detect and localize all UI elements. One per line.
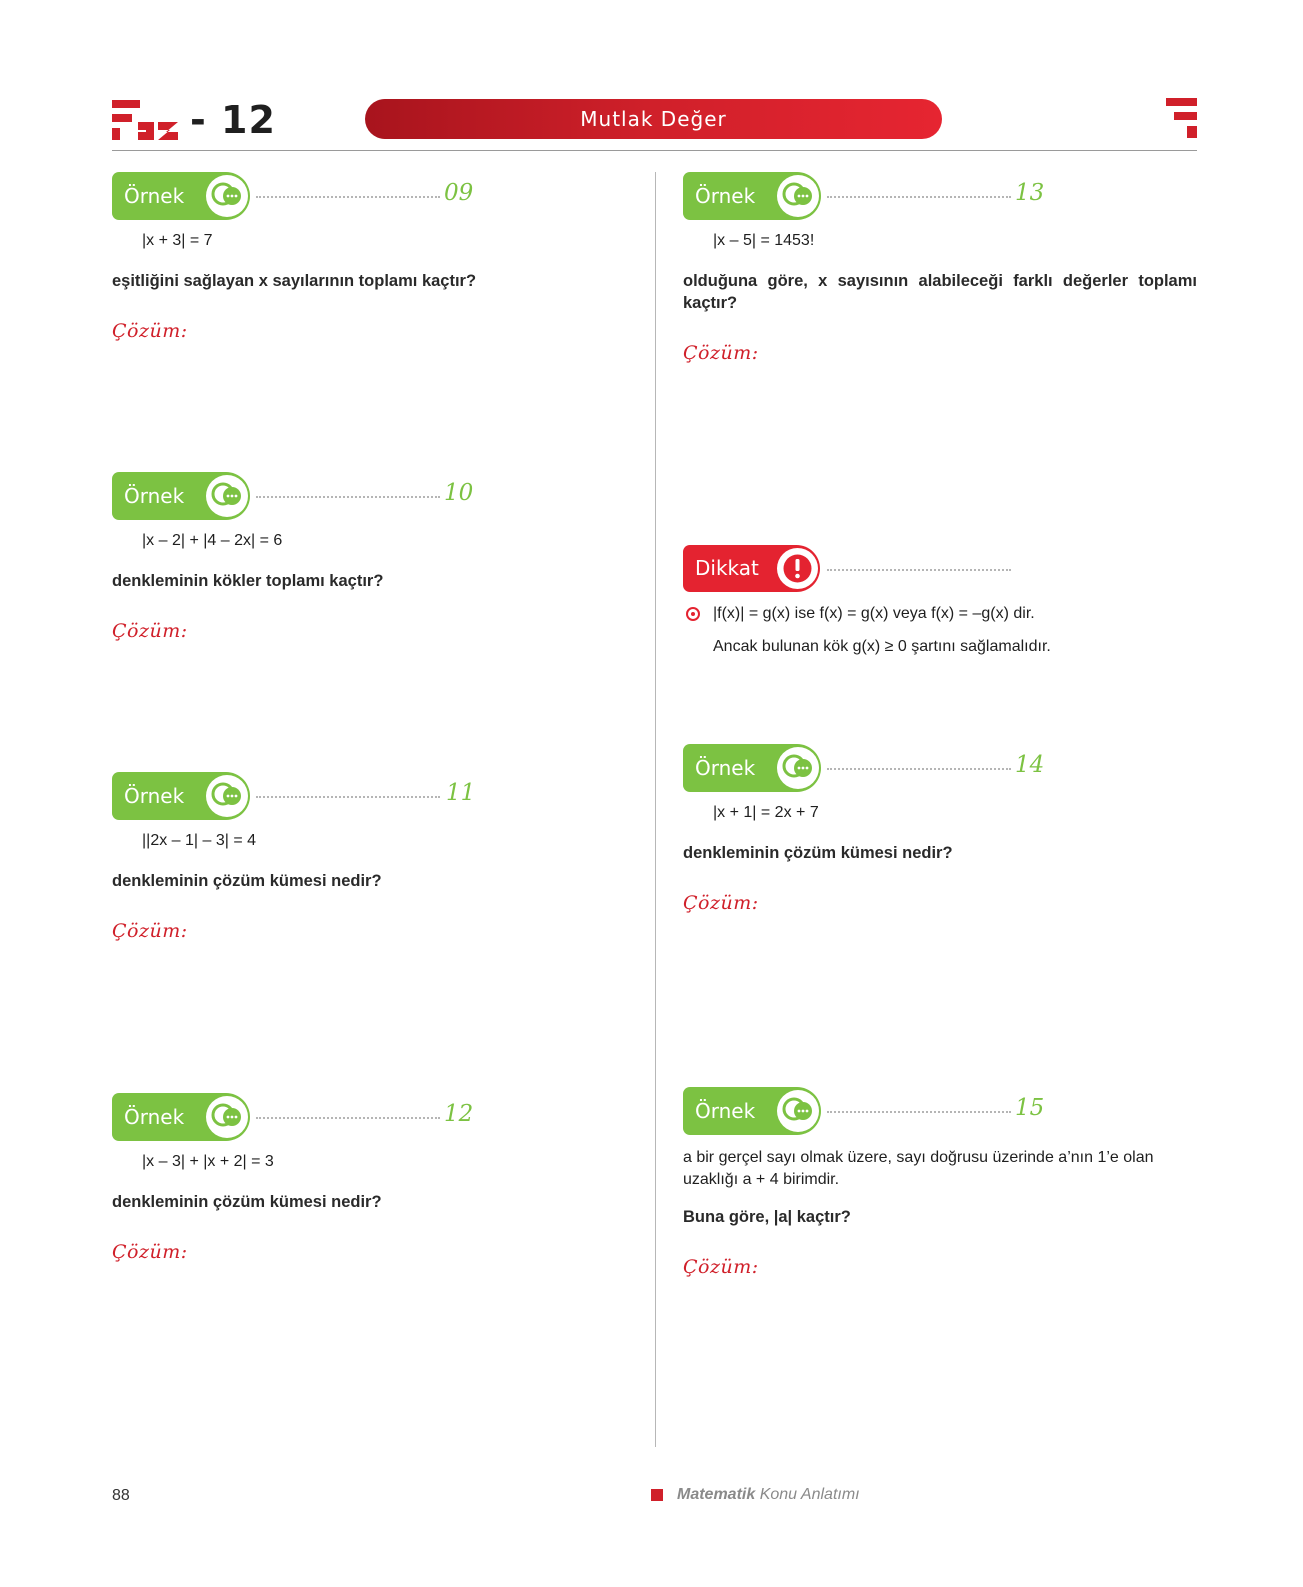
dikkat-label: Dikkat (695, 556, 759, 580)
logo-number: - 12 (190, 98, 276, 142)
example-badge (683, 172, 821, 220)
example-number: 09 (444, 180, 474, 206)
speech-bubbles-icon (206, 1096, 248, 1138)
footer-title (677, 1486, 860, 1504)
example-badge (112, 772, 250, 820)
dotted-leader (256, 196, 440, 198)
example-number: 12 (444, 1101, 474, 1127)
speech-bubbles-icon (206, 775, 248, 817)
solution-label: Çözüm: (683, 1256, 759, 1278)
dotted-leader (256, 496, 440, 498)
example-question: denkleminin çözüm kümesi nedir? (683, 844, 953, 862)
example-formula: |x + 3| = 7 (142, 232, 213, 249)
example-formula: |x – 5| = 1453! (713, 232, 815, 249)
dotted-leader (256, 796, 440, 798)
example-question: eşitliğini sağlayan x sayılarının toplamı kaçtır? (112, 272, 477, 290)
solution-label: Çözüm: (112, 1241, 188, 1263)
example-label: Örnek (695, 184, 756, 208)
exclamation-icon (777, 548, 818, 589)
example-question: denkleminin çözüm kümesi nedir? (112, 872, 382, 890)
speech-bubbles-icon (777, 1090, 819, 1132)
example-label: Örnek (695, 756, 756, 780)
footer-subject: Matematik (677, 1486, 756, 1503)
solution-label: Çözüm: (683, 342, 759, 364)
example-formula: |x – 3| + |x + 2| = 3 (142, 1153, 274, 1170)
example-number: 15 (1015, 1095, 1045, 1121)
column-divider (655, 172, 656, 1447)
header-rule (112, 150, 1197, 151)
example-question: denkleminin çözüm kümesi nedir? (112, 1193, 382, 1211)
example-label: Örnek (124, 184, 185, 208)
faz-logo-mark (112, 100, 180, 140)
example-number: 11 (446, 780, 476, 806)
dotted-leader (827, 569, 1011, 571)
example-label: Örnek (124, 484, 185, 508)
example-question: olduğuna göre, x sayısının alabileceği farklı değerler toplamı kaçtır? (683, 272, 1197, 312)
dotted-leader (256, 1117, 440, 1119)
example-formula: ||2x – 1| – 3| = 4 (142, 832, 257, 849)
example-badge (683, 1087, 821, 1135)
faz-logo (112, 98, 276, 142)
solution-label: Çözüm: (683, 892, 759, 914)
example-badge (112, 172, 250, 220)
example-question: Buna göre, |a| kaçtır? (683, 1208, 851, 1226)
solution-label: Çözüm: (112, 320, 188, 342)
example-label: Örnek (124, 1105, 185, 1129)
dikkat-badge (683, 545, 821, 593)
speech-bubbles-icon (777, 175, 819, 217)
example-badge (683, 744, 821, 792)
chapter-title-bar (365, 99, 942, 139)
dotted-leader (827, 1111, 1011, 1113)
example-label: Örnek (124, 784, 185, 808)
solution-label: Çözüm: (112, 620, 188, 642)
speech-bubbles-icon (206, 175, 248, 217)
dikkat-rule: |f(x)| = g(x) ise f(x) = g(x) veya f(x) = –g(x) dir. (713, 605, 1035, 622)
footer-square-icon (651, 1489, 663, 1501)
example-number: 13 (1015, 180, 1045, 206)
example-label: Örnek (695, 1099, 756, 1123)
example-number: 14 (1015, 752, 1045, 778)
footer-subtitle: Konu Anlatımı (759, 1486, 860, 1503)
page-number: 88 (112, 1487, 130, 1504)
example-intro: a bir gerçel sayı olmak üzere, sayı doğrusu üzerinde a’nın 1’e olan uzaklığı a + 4 birimdir. (683, 1149, 1154, 1188)
dikkat-condition: Ancak bulunan kök g(x) ≥ 0 şartını sağlamalıdır. (713, 638, 1051, 655)
speech-bubbles-icon (206, 475, 248, 517)
example-badge (112, 472, 250, 520)
ring-bullet-icon (686, 607, 700, 621)
speech-bubbles-icon (777, 747, 819, 789)
dotted-leader (827, 196, 1011, 198)
example-formula: |x + 1| = 2x + 7 (713, 804, 819, 821)
chapter-title: Mutlak Değer (580, 107, 727, 131)
example-question: denkleminin kökler toplamı kaçtır? (112, 572, 384, 590)
example-number: 10 (444, 480, 474, 506)
example-badge (112, 1093, 250, 1141)
corner-logo-mark (1166, 98, 1197, 138)
solution-label: Çözüm: (112, 920, 188, 942)
example-formula: |x – 2| + |4 – 2x| = 6 (142, 532, 283, 549)
dotted-leader (827, 768, 1011, 770)
